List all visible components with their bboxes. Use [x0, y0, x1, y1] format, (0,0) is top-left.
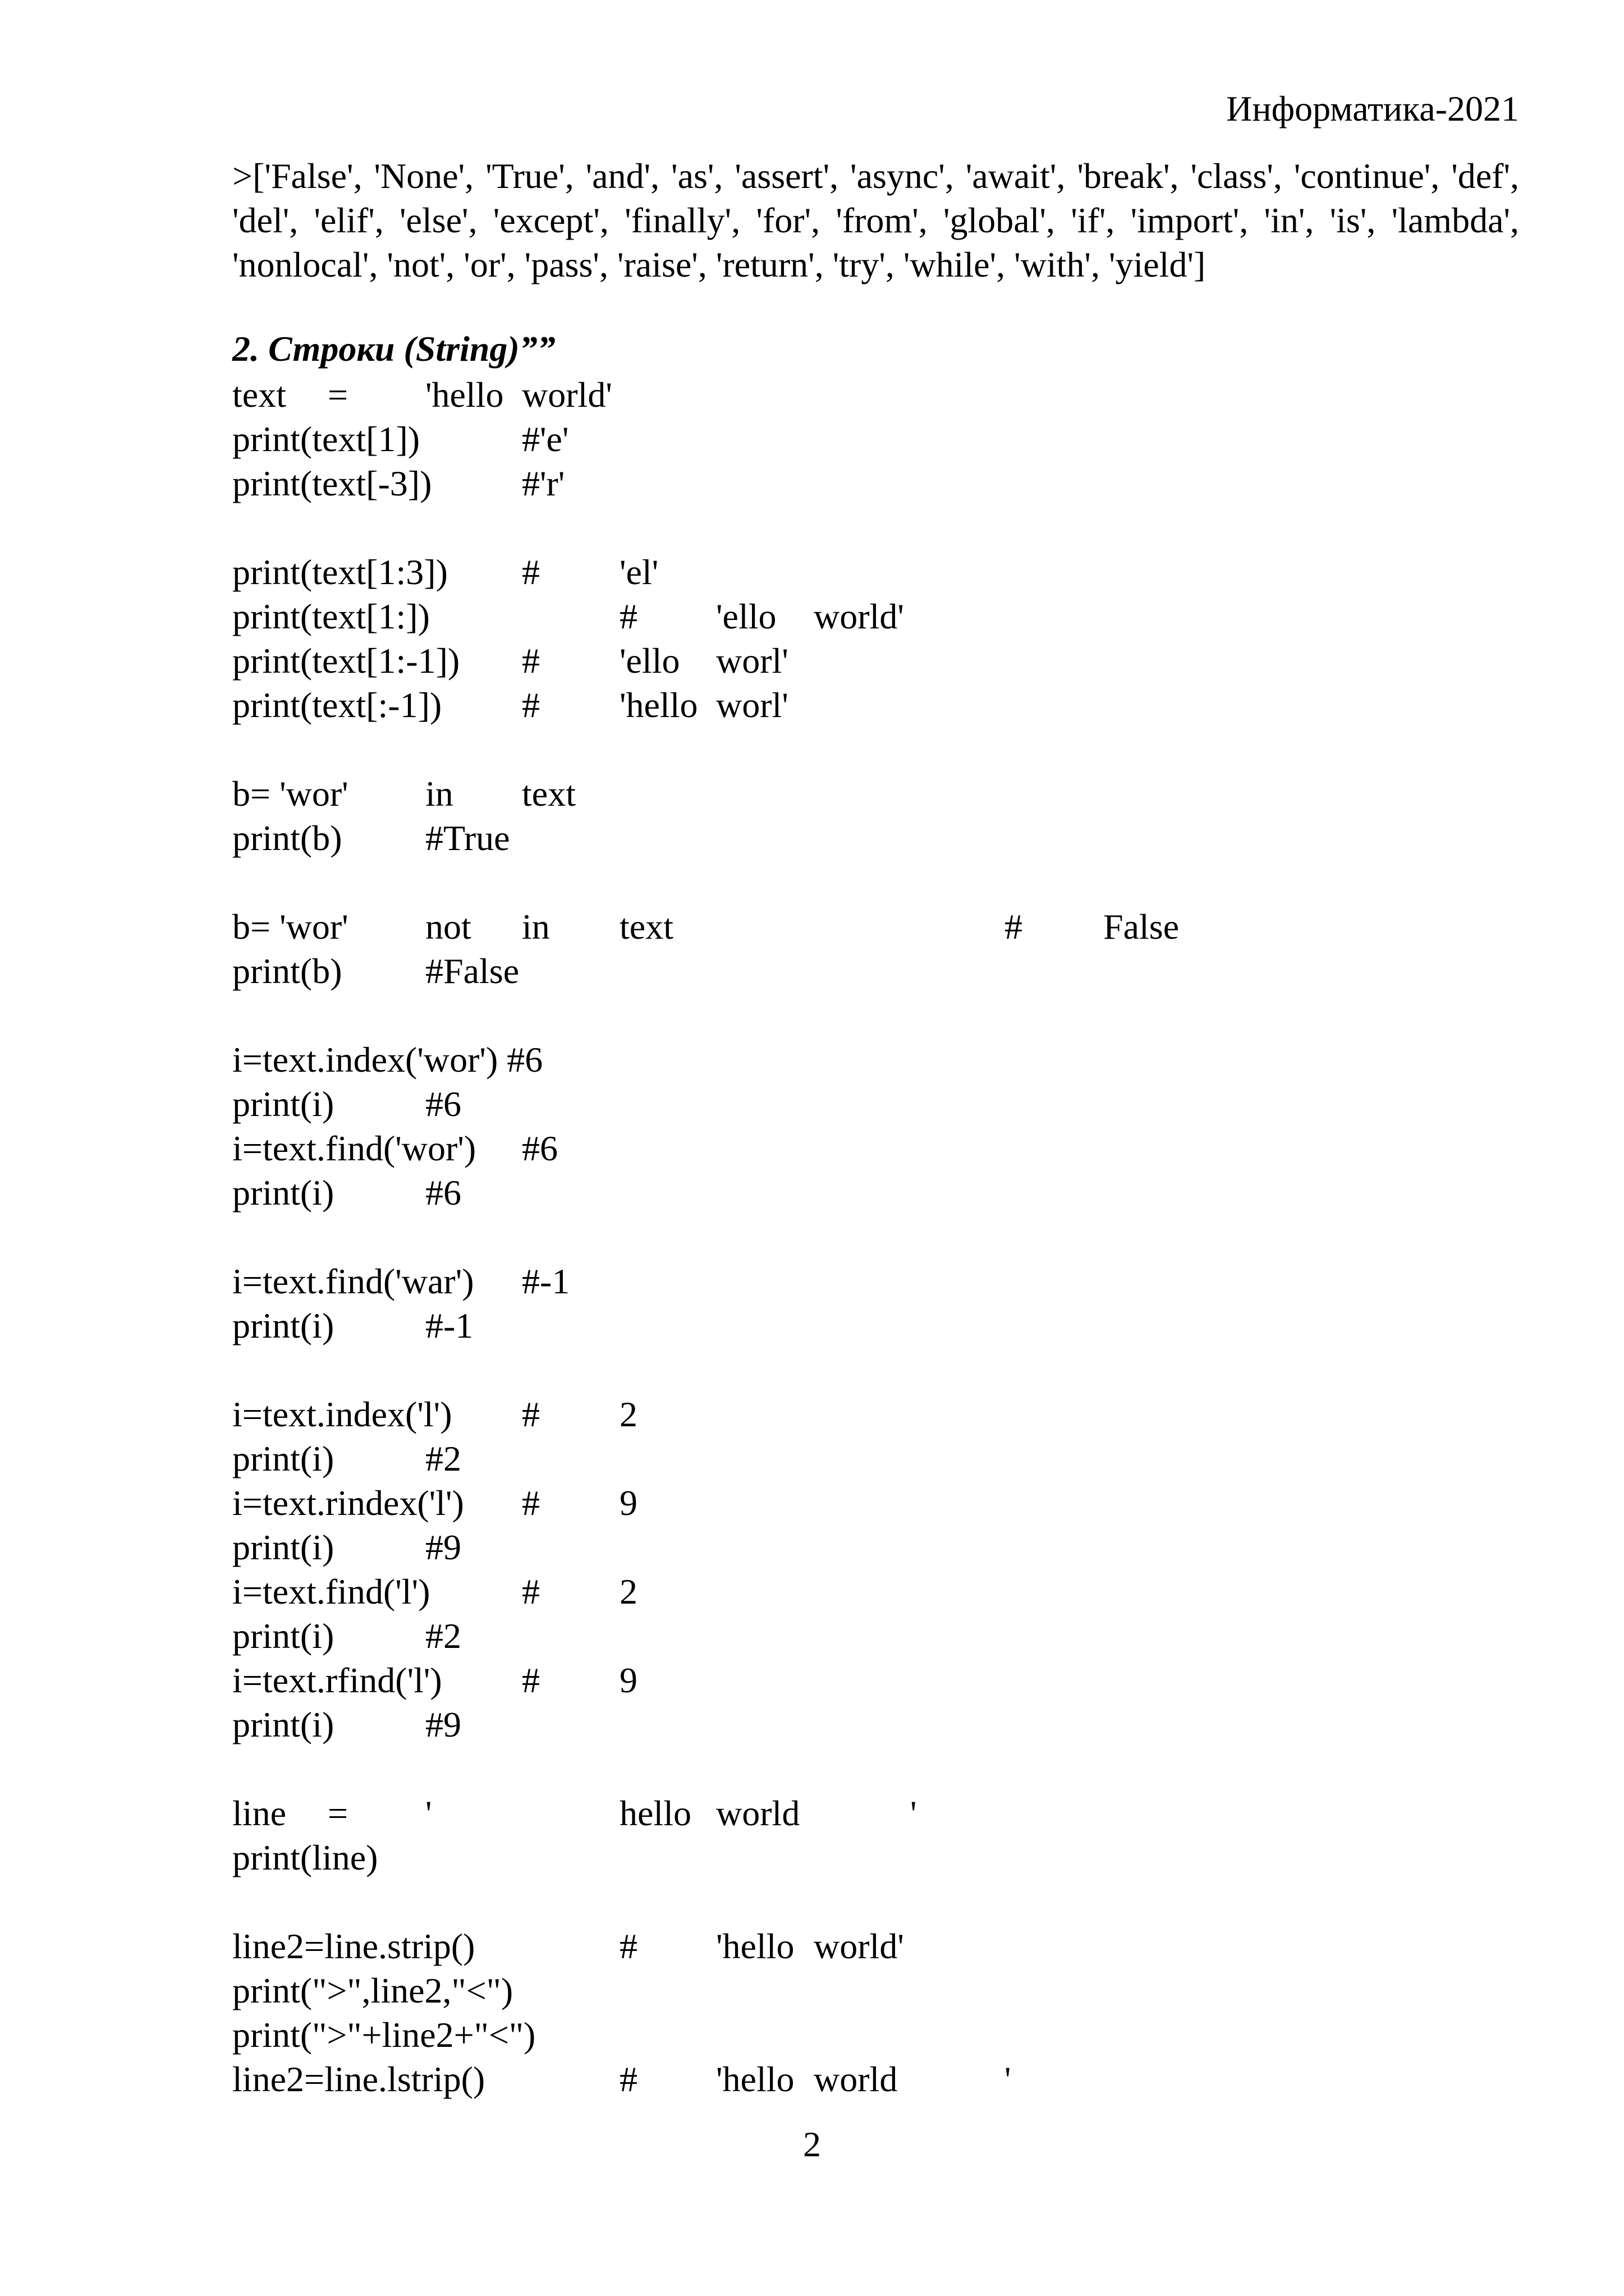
code-line	[232, 904, 1523, 949]
code-token: #	[522, 1483, 540, 1523]
code-token: #True	[425, 818, 510, 858]
code-token: line	[232, 1793, 286, 1833]
code-token: #	[522, 552, 540, 592]
code-token: #	[522, 1660, 540, 1700]
code-token: #	[1004, 907, 1022, 947]
code-token: text	[522, 774, 576, 814]
code-line	[232, 550, 1523, 594]
code-line	[232, 2057, 1523, 2101]
code-token: i=text.find('l')	[232, 1572, 430, 1611]
code-token: #9	[425, 1705, 461, 1744]
code-token: '	[1004, 2059, 1011, 2099]
code-token: print(i)	[232, 1616, 334, 1656]
code-token: 9	[620, 1483, 637, 1523]
code-token: text	[232, 375, 286, 415]
code-token: print(text[-3])	[232, 463, 432, 503]
code-token: worl'	[716, 641, 788, 681]
code-line	[232, 594, 1523, 639]
code-token: #'e'	[522, 419, 569, 459]
code-token: #-1	[522, 1261, 570, 1301]
code-token: #2	[425, 1439, 461, 1478]
code-line	[232, 639, 1523, 683]
code-line	[232, 2013, 1523, 2057]
code-token: world'	[814, 1926, 904, 1966]
code-token: i=text.index('l')	[232, 1394, 452, 1434]
code-line	[232, 1170, 1523, 1215]
page-header: Информатика-2021	[1226, 89, 1519, 128]
code-token: '	[910, 1793, 917, 1833]
code-line	[232, 1924, 1523, 1968]
code-token: 'hello	[716, 2059, 795, 2099]
code-line	[232, 1126, 1523, 1170]
code-token: world	[716, 1793, 800, 1833]
code-line	[232, 816, 1523, 860]
code-token: print(i)	[232, 1527, 334, 1567]
code-token: 'hello	[716, 1926, 795, 1966]
code-token: text	[620, 907, 673, 947]
code-token: =	[328, 1793, 348, 1833]
code-token: print(b)	[232, 951, 342, 991]
code-token: print(i)	[232, 1084, 334, 1124]
code-token: b= 'wor'	[232, 774, 348, 814]
code-token: #	[620, 2059, 637, 2099]
code-token: 'ello	[716, 596, 777, 636]
code-line	[232, 1303, 1523, 1348]
code-token: print(line)	[232, 1838, 378, 1877]
code-line	[232, 1835, 1523, 1880]
code-token: worl'	[716, 685, 788, 725]
code-line	[232, 1436, 1523, 1481]
code-token: False	[1103, 907, 1180, 947]
code-token: #9	[425, 1527, 461, 1567]
code-token: line2=line.lstrip()	[232, 2059, 485, 2099]
code-line	[232, 772, 1523, 816]
code-line	[232, 373, 1523, 417]
code-token: =	[328, 375, 348, 415]
code-token: print(text[:-1])	[232, 685, 442, 725]
code-token: i=text.find('war')	[232, 1261, 474, 1301]
code-token: #	[620, 1926, 637, 1966]
code-token: world'	[522, 375, 612, 415]
code-token: in	[522, 907, 550, 947]
code-token: #-1	[425, 1306, 474, 1346]
code-token: #6	[425, 1173, 461, 1213]
code-line	[232, 417, 1523, 461]
code-token: #	[522, 1572, 540, 1611]
code-token: print(text[1:3])	[232, 552, 448, 592]
code-token: world'	[814, 596, 904, 636]
code-token: line2=line.strip()	[232, 1926, 475, 1966]
code-line	[232, 683, 1523, 727]
code-token: print(text[1:])	[232, 596, 430, 636]
code-token: #2	[425, 1616, 461, 1656]
code-token: print(i)	[232, 1439, 334, 1478]
code-token: print(i)	[232, 1705, 334, 1744]
code-token: 2	[620, 1572, 637, 1611]
code-line	[232, 461, 1523, 506]
code-line	[232, 1658, 1523, 1702]
code-line	[232, 1082, 1523, 1126]
code-line	[232, 1259, 1523, 1303]
code-token: print(">",line2,"<")	[232, 1971, 513, 2010]
code-line	[232, 1791, 1523, 1835]
code-line	[232, 1569, 1523, 1614]
code-token: #False	[425, 951, 520, 991]
code-token: #	[620, 596, 637, 636]
code-token: world	[814, 2059, 898, 2099]
code-token: 'hello	[620, 685, 698, 725]
code-line	[232, 949, 1523, 993]
code-token: '	[425, 1793, 432, 1833]
code-token: 2	[620, 1394, 637, 1434]
page-number: 2	[803, 2124, 821, 2164]
code-line	[232, 1614, 1523, 1658]
code-token: 9	[620, 1660, 637, 1700]
code-token: print(text[1])	[232, 419, 420, 459]
code-token: i=text.rindex('l')	[232, 1483, 464, 1523]
code-token: #	[522, 641, 540, 681]
code-token: #	[522, 685, 540, 725]
code-line	[232, 1392, 1523, 1436]
code-line	[232, 1968, 1523, 2013]
code-token: #	[522, 1394, 540, 1434]
code-token: print(i)	[232, 1306, 334, 1346]
keywords-output: >['False', 'None', 'True', 'and', 'as', 'assert', 'async', 'await', 'break', 'class', 'continue', 'def', 'del', 'elif', 'else', 'except', 'finally', 'for', 'from', 'global', 'if', 'import', 'in', 'is', 'lambda', 'nonlocal', 'not', 'or', 'pass', 'raise', 'return', 'try', 'while', 'with', 'yield']	[232, 156, 1519, 284]
code-token: print(i)	[232, 1173, 334, 1213]
code-token: b= 'wor'	[232, 907, 348, 947]
code-token: #6	[425, 1084, 461, 1124]
code-token: 'hello	[425, 375, 504, 415]
code-token: i=text.index('wor') #6	[232, 1040, 543, 1080]
code-token: 'el'	[620, 552, 659, 592]
code-token: print(">"+line2+"<")	[232, 2015, 536, 2055]
code-token: in	[425, 774, 453, 814]
code-token: print(text[1:-1])	[232, 641, 460, 681]
code-line	[232, 1481, 1523, 1525]
code-token: #'r'	[522, 463, 565, 503]
code-line	[232, 1525, 1523, 1569]
code-line	[232, 1037, 1523, 1082]
code-token: #6	[522, 1128, 558, 1168]
code-token: 'ello	[620, 641, 680, 681]
code-token: print(b)	[232, 818, 342, 858]
code-token: i=text.rfind('l')	[232, 1660, 442, 1700]
code-token: i=text.find('wor')	[232, 1128, 476, 1168]
code-token: not	[425, 907, 471, 947]
code-token: hello	[620, 1793, 691, 1833]
section-title: 2. Строки (String)””	[232, 329, 556, 369]
code-line	[232, 1702, 1523, 1747]
